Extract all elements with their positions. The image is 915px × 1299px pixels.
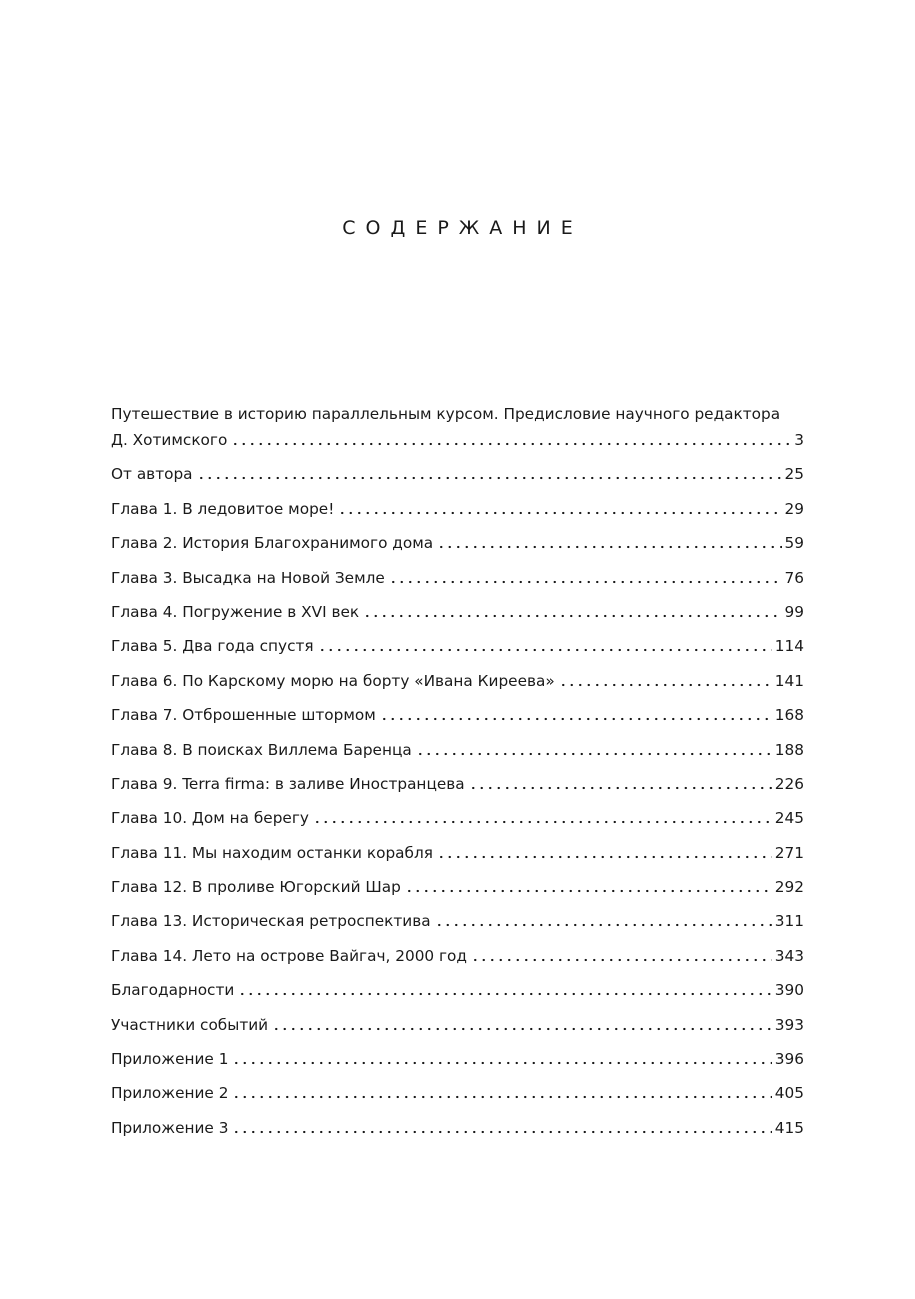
- toc-entry-label: Глава 9. Terra firma: в заливе Иностранцева: [111, 774, 465, 793]
- dot-leader: [405, 889, 772, 893]
- dot-leader: [197, 476, 782, 480]
- toc-entry[interactable]: [111, 426, 804, 450]
- toc-entry[interactable]: [111, 450, 804, 484]
- toc-entry-label: Глава 12. В проливе Югорский Шар: [111, 878, 401, 897]
- toc-entry-label: Глава 4. Погружение в XVI век: [111, 602, 360, 621]
- dot-leader: [389, 580, 782, 584]
- toc-entry-page: 415: [774, 1118, 804, 1137]
- toc-entry[interactable]: [111, 1103, 804, 1137]
- toc-entry-page: 396: [774, 1050, 804, 1069]
- toc-entry-page: 390: [774, 981, 804, 1000]
- dot-leader: [338, 511, 781, 515]
- toc-entry[interactable]: [111, 553, 804, 587]
- toc-entry[interactable]: [111, 1000, 804, 1034]
- dot-leader: [437, 855, 772, 859]
- dot-leader: [435, 923, 772, 927]
- toc-entry-page: 3: [794, 431, 804, 449]
- toc-entry-label: Приложение 2: [111, 1084, 229, 1103]
- toc-entry-page: 245: [774, 809, 804, 828]
- dot-leader: [318, 648, 772, 652]
- toc-entry[interactable]: [111, 725, 804, 759]
- dot-leader: [238, 992, 771, 996]
- toc-entry-label: Глава 6. По Карскому морю на борту «Ивана Киреева»: [111, 671, 555, 690]
- dot-leader: [471, 958, 772, 962]
- toc-entry-page: 168: [774, 706, 804, 725]
- toc-entry-page: 188: [774, 740, 804, 759]
- dot-leader: [272, 1027, 772, 1031]
- toc-entry-label: Глава 7. Отброшенные штормом: [111, 706, 376, 725]
- toc-entry[interactable]: [111, 1035, 804, 1069]
- toc-entry[interactable]: [111, 656, 804, 690]
- dot-leader: [363, 614, 781, 618]
- toc-entry-label: Глава 10. Дом на берегу: [111, 809, 309, 828]
- toc-entry[interactable]: [111, 828, 804, 862]
- toc-entry-label: Благодарности: [111, 981, 235, 1000]
- toc-entry-page: 141: [774, 671, 804, 690]
- toc-entry-page: 29: [784, 499, 804, 518]
- toc-entry-page: 99: [784, 602, 804, 621]
- toc-entry-label: От автора: [111, 465, 193, 484]
- toc-entry-label: Глава 8. В поисках Виллема Баренца: [111, 740, 412, 759]
- toc-entry-label: Глава 3. Высадка на Новой Земле: [111, 568, 385, 587]
- toc-entry[interactable]: [111, 966, 804, 1000]
- toc-entry-page: 311: [774, 912, 804, 931]
- toc-entry-page: 76: [784, 568, 804, 587]
- toc-entry-page: 59: [784, 534, 804, 553]
- toc-entry[interactable]: [111, 588, 804, 622]
- toc-entry-page: 226: [774, 774, 804, 793]
- dot-leader: [231, 442, 791, 446]
- toc-entry-label: Глава 11. Мы находим останки корабля: [111, 843, 433, 862]
- toc-entry-label: Приложение 1: [111, 1050, 229, 1069]
- toc-entry[interactable]: [111, 519, 804, 553]
- toc-entry[interactable]: [111, 1069, 804, 1103]
- dot-leader: [437, 545, 781, 549]
- toc-entry-label: Глава 2. История Благохранимого дома: [111, 534, 434, 553]
- toc-entry[interactable]: [111, 931, 804, 965]
- toc-entry-page: 25: [784, 465, 804, 484]
- toc-entry-page: 405: [774, 1084, 804, 1103]
- toc-entry-label: Участники событий: [111, 1015, 269, 1034]
- table-of-contents: [111, 404, 804, 1138]
- toc-entry-label: Глава 5. Два года спустя: [111, 637, 314, 656]
- toc-entry-label: Приложение 3: [111, 1118, 229, 1137]
- toc-entry-page: 343: [774, 946, 804, 965]
- toc-entry[interactable]: [111, 897, 804, 931]
- toc-entry[interactable]: [111, 794, 804, 828]
- toc-entry-label: Глава 14. Лето на острове Вайгач, 2000 год: [111, 946, 467, 965]
- toc-entry-page: 393: [774, 1015, 804, 1034]
- toc-entry[interactable]: [111, 691, 804, 725]
- toc-entry-label: Глава 13. Историческая ретроспектива: [111, 912, 431, 931]
- toc-entry-label: Глава 1. В ледовитое море!: [111, 499, 335, 518]
- toc-entry[interactable]: [111, 622, 804, 656]
- dot-leader: [559, 683, 772, 687]
- dot-leader: [380, 717, 772, 721]
- dot-leader: [469, 786, 772, 790]
- page-title: СОДЕРЖАНИЕ: [342, 216, 583, 239]
- dot-leader: [416, 752, 772, 756]
- toc-entry[interactable]: [111, 863, 804, 897]
- dot-leader: [232, 1095, 771, 1099]
- dot-leader: [232, 1061, 771, 1065]
- toc-entry-page: 114: [774, 637, 804, 656]
- toc-entry[interactable]: [111, 484, 804, 518]
- toc-entry-page: 292: [774, 878, 804, 897]
- toc-entry[interactable]: [111, 760, 804, 794]
- toc-entry-lead-line: Путешествие в историю параллельным курсом. Предисловие научного редактора: [111, 405, 781, 423]
- dot-leader: [232, 1130, 771, 1134]
- dot-leader: [313, 820, 772, 824]
- toc-entry-label: Д. Хотимского: [111, 431, 228, 449]
- toc-entry-page: 271: [774, 843, 804, 862]
